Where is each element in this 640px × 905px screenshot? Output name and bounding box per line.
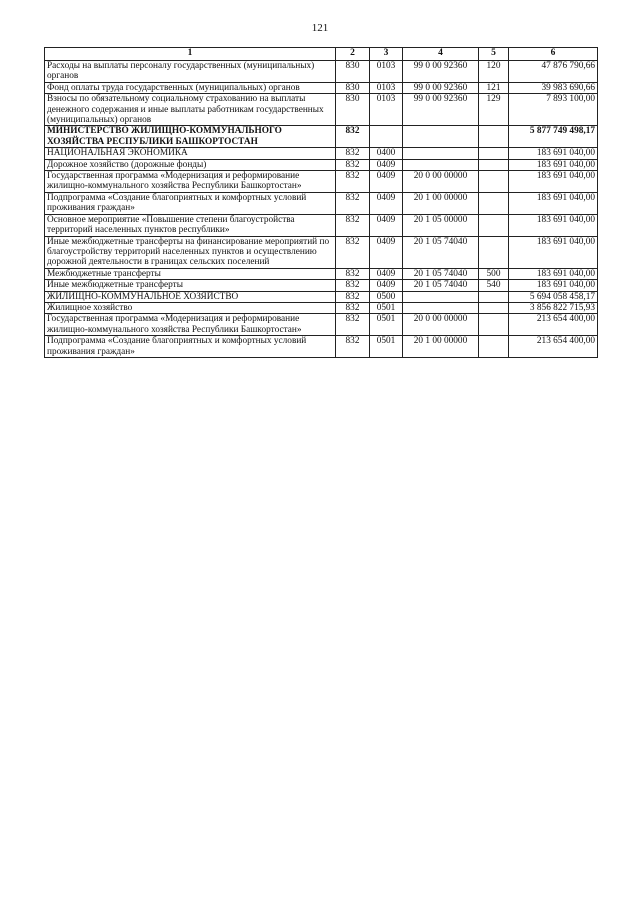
cell-department-code: 832 [336,171,370,193]
cell-name: Жилищное хозяйство [45,302,336,313]
cell-section-code: 0409 [370,192,403,214]
cell-name: Расходы на выплаты персоналу государственных (муниципальных) органов [45,61,336,83]
cell-target-article: 20 1 05 74040 [403,268,479,279]
table-row [45,126,598,148]
cell-section-code: 0409 [370,280,403,291]
cell-amount: 183 691 040,00 [509,280,598,291]
cell-target-article [403,159,479,170]
cell-target-article: 20 1 00 00000 [403,336,479,358]
table-row [45,171,598,193]
cell-expense-type: 120 [479,61,509,83]
cell-amount: 39 983 690,66 [509,82,598,93]
cell-amount: 183 691 040,00 [509,148,598,159]
cell-section-code: 0409 [370,268,403,279]
cell-name: МИНИСТЕРСТВО ЖИЛИЩНО-КОММУНАЛЬНОГО ХОЗЯЙСТВА РЕСПУБЛИКИ БАШКОРТОСТАН [45,126,336,148]
cell-department-code: 832 [336,192,370,214]
cell-expense-type [479,336,509,358]
cell-amount: 5 694 058 458,17 [509,291,598,302]
cell-name: ЖИЛИЩНО-КОММУНАЛЬНОЕ ХОЗЯЙСТВО [45,291,336,302]
cell-expense-type [479,192,509,214]
cell-name: Взносы по обязательному социальному страхованию на выплаты денежного содержания и иные выплаты работникам государственных (муниципальных) органов [45,94,336,126]
cell-department-code: 832 [336,159,370,170]
cell-expense-type [479,171,509,193]
cell-department-code: 832 [336,314,370,336]
budget-table [44,47,598,358]
cell-target-article: 20 1 05 00000 [403,214,479,236]
cell-target-article: 99 0 00 92360 [403,94,479,126]
table-body [45,61,598,358]
cell-name: Основное мероприятие «Повышение степени благоустройства территорий населенных пунктов республики» [45,214,336,236]
cell-name: Межбюджетные трансферты [45,268,336,279]
cell-section-code: 0501 [370,314,403,336]
cell-section-code: 0500 [370,291,403,302]
cell-expense-type [479,126,509,148]
cell-expense-type [479,236,509,268]
cell-expense-type [479,159,509,170]
cell-section-code: 0103 [370,94,403,126]
table-header-row [45,48,598,61]
table-row [45,82,598,93]
cell-name: Государственная программа «Модернизация и реформирование жилищно-коммунального хозяйства Республики Башкортостан» [45,171,336,193]
cell-section-code [370,126,403,148]
cell-department-code: 832 [336,280,370,291]
column-header: 6 [509,48,598,61]
table-row [45,336,598,358]
table-row [45,214,598,236]
page-number: 121 [311,22,329,34]
cell-amount: 47 876 790,66 [509,61,598,83]
cell-expense-type [479,302,509,313]
cell-department-code: 832 [336,302,370,313]
table-row [45,61,598,83]
cell-amount: 213 654 400,00 [509,336,598,358]
cell-amount: 7 893 100,00 [509,94,598,126]
table-row [45,280,598,291]
cell-target-article: 20 0 00 00000 [403,171,479,193]
column-header: 1 [45,48,336,61]
column-header: 5 [479,48,509,61]
cell-expense-type: 121 [479,82,509,93]
cell-expense-type [479,148,509,159]
cell-name: Подпрограмма «Создание благоприятных и комфортных условий проживания граждан» [45,336,336,358]
cell-target-article [403,291,479,302]
cell-amount: 183 691 040,00 [509,171,598,193]
table-row [45,192,598,214]
cell-expense-type: 129 [479,94,509,126]
cell-section-code: 0501 [370,302,403,313]
cell-department-code: 832 [336,148,370,159]
cell-section-code: 0103 [370,82,403,93]
table-row [45,268,598,279]
cell-expense-type [479,291,509,302]
cell-target-article: 99 0 00 92360 [403,82,479,93]
cell-amount: 183 691 040,00 [509,214,598,236]
cell-expense-type [479,214,509,236]
cell-name: Фонд оплаты труда государственных (муниципальных) органов [45,82,336,93]
cell-department-code: 832 [336,291,370,302]
cell-department-code: 832 [336,214,370,236]
cell-target-article: 20 1 05 74040 [403,280,479,291]
table-row [45,159,598,170]
cell-target-article [403,126,479,148]
cell-amount: 5 877 749 498,17 [509,126,598,148]
table-row [45,94,598,126]
cell-department-code: 830 [336,61,370,83]
cell-target-article: 20 1 00 00000 [403,192,479,214]
cell-name: НАЦИОНАЛЬНАЯ ЭКОНОМИКА [45,148,336,159]
cell-name: Государственная программа «Модернизация и реформирование жилищно-коммунального хозяйства Республики Башкортостан» [45,314,336,336]
cell-amount: 183 691 040,00 [509,159,598,170]
cell-section-code: 0103 [370,61,403,83]
cell-section-code: 0409 [370,159,403,170]
table-row [45,302,598,313]
table-row [45,236,598,268]
table-row [45,291,598,302]
cell-expense-type [479,314,509,336]
column-header: 4 [403,48,479,61]
cell-amount: 183 691 040,00 [509,192,598,214]
table-row [45,148,598,159]
cell-target-article [403,148,479,159]
column-header: 3 [370,48,403,61]
cell-name: Иные межбюджетные трансферты на финансирование мероприятий по благоустройству территорий населенных пунктов и осуществлению дорожной деятельности в границах сельских поселений [45,236,336,268]
cell-amount: 213 654 400,00 [509,314,598,336]
cell-section-code: 0501 [370,336,403,358]
cell-section-code: 0409 [370,214,403,236]
cell-section-code: 0409 [370,236,403,268]
cell-target-article [403,302,479,313]
cell-name: Подпрограмма «Создание благоприятных и комфортных условий проживания граждан» [45,192,336,214]
cell-amount: 183 691 040,00 [509,268,598,279]
cell-name: Дорожное хозяйство (дорожные фонды) [45,159,336,170]
cell-amount: 183 691 040,00 [509,236,598,268]
cell-section-code: 0409 [370,171,403,193]
cell-department-code: 830 [336,82,370,93]
cell-department-code: 832 [336,126,370,148]
cell-target-article: 99 0 00 92360 [403,61,479,83]
column-header: 2 [336,48,370,61]
table-row [45,314,598,336]
cell-name: Иные межбюджетные трансферты [45,280,336,291]
cell-department-code: 832 [336,268,370,279]
cell-target-article: 20 0 00 00000 [403,314,479,336]
cell-expense-type: 540 [479,280,509,291]
cell-department-code: 830 [336,94,370,126]
cell-target-article: 20 1 05 74040 [403,236,479,268]
cell-department-code: 832 [336,236,370,268]
cell-department-code: 832 [336,336,370,358]
cell-section-code: 0400 [370,148,403,159]
cell-amount: 3 856 822 715,93 [509,302,598,313]
cell-expense-type: 500 [479,268,509,279]
